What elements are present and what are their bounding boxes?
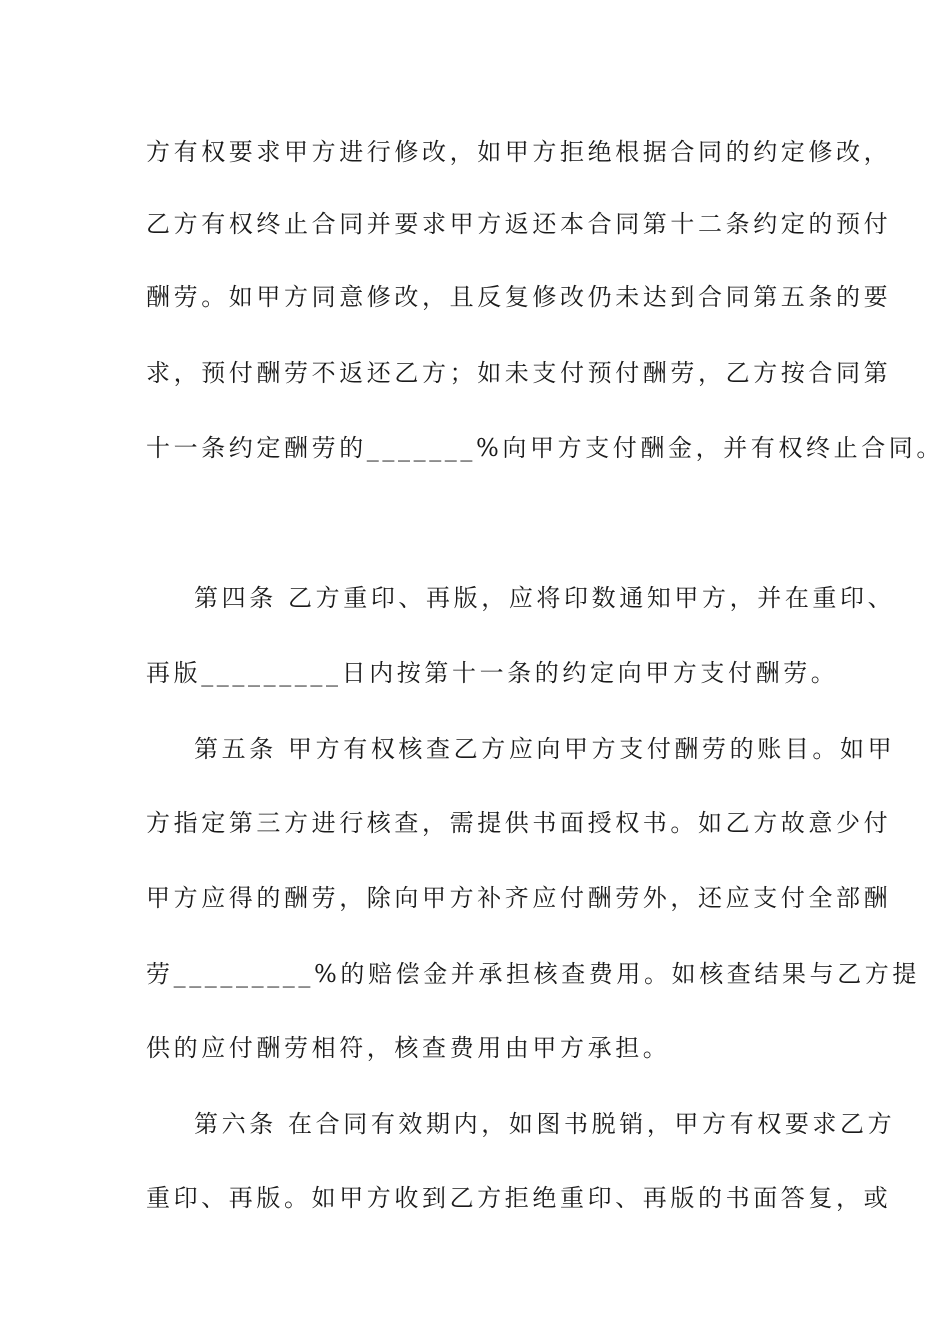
paragraph-line: 甲方应得的酬劳，除向甲方补齐应付酬劳外，还应支付全部酬 <box>146 884 892 912</box>
paragraph-line: 酬劳。如甲方同意修改，且反复修改仍未达到合同第五条的要 <box>146 283 892 311</box>
paragraph-line: 供的应付酬劳相符，核查费用由甲方承担。 <box>146 1034 671 1062</box>
article-4-line: 第四条 乙方重印、再版，应将印数通知甲方，并在重印、 <box>194 584 896 612</box>
paragraph-line: 方有权要求甲方进行修改，如甲方拒绝根据合同的约定修改， <box>146 138 892 166</box>
paragraph-line: 方指定第三方进行核查，需提供书面授权书。如乙方故意少付 <box>146 809 892 837</box>
paragraph-line: 十一条约定酬劳的_______%向甲方支付酬金，并有权终止合同。 <box>146 434 945 462</box>
article-6-line: 第六条 在合同有效期内，如图书脱销，甲方有权要求乙方 <box>194 1110 896 1138</box>
paragraph-line: 劳_________%的赔偿金并承担核查费用。如核查结果与乙方提 <box>146 960 921 988</box>
paragraph-line: 重印、再版。如甲方收到乙方拒绝重印、再版的书面答复，或 <box>146 1184 892 1212</box>
paragraph-line: 再版_________日内按第十一条的约定向甲方支付酬劳。 <box>146 659 839 687</box>
paragraph-line: 乙方有权终止合同并要求甲方返还本合同第十二条约定的预付 <box>146 210 892 238</box>
paragraph-line: 求，预付酬劳不返还乙方；如未支付预付酬劳，乙方按合同第 <box>146 359 892 387</box>
article-5-line: 第五条 甲方有权核查乙方应向甲方支付酬劳的账目。如甲 <box>194 735 896 763</box>
